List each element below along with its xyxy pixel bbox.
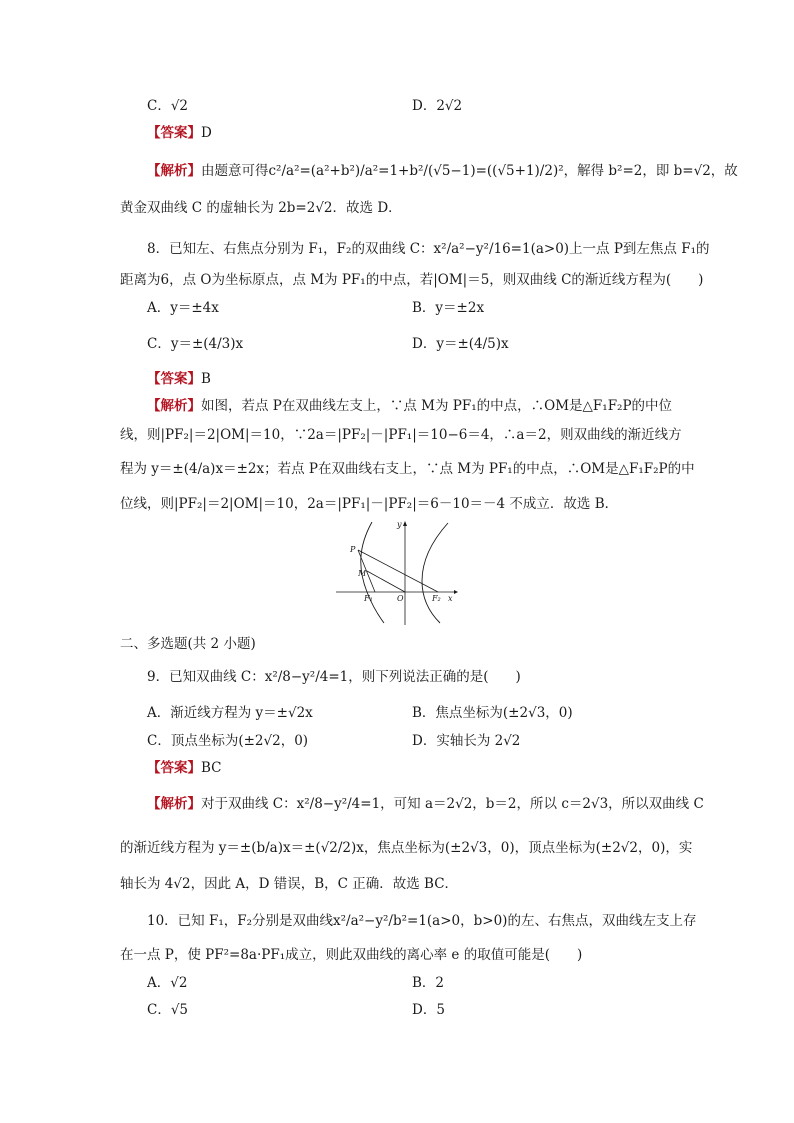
- q9-stem: 9．已知双曲线 C：x²/8−y²/4=1，则下列说法正确的是( ): [147, 669, 521, 685]
- q8-option-d: D．y＝±(4/5)x: [412, 336, 509, 352]
- q8-analysis-line4: 位线，则|PF₂|＝2|OM|＝10，2a＝|PF₁|－|PF₂|＝6－10＝－4 不成立．故选 B．: [120, 496, 619, 512]
- q7-option-d: D．2√2: [412, 98, 463, 114]
- label-o: O: [397, 594, 404, 603]
- analysis-tag: 【解析】: [147, 398, 201, 414]
- analysis-tag: 【解析】: [147, 796, 201, 812]
- q8-answer: [147, 369, 211, 389]
- q9-option-d: D．实轴长为 2√2: [412, 733, 521, 749]
- label-f1: F₁: [364, 594, 373, 603]
- answer-tag: 【答案】: [147, 760, 201, 776]
- hyperbola-diagram: [336, 519, 462, 625]
- answer-tag: 【答案】: [147, 125, 201, 141]
- analysis-text: 由题意可得c²/a²=(a²+b²)/a²=1+b²/(√5−1)=((√5+1)/2)²，解得 b²=2，即 b=√2，故: [201, 163, 738, 179]
- answer-value: BC: [201, 760, 222, 776]
- label-x: x: [448, 594, 453, 603]
- q7-analysis-line2: 黄金双曲线 C 的虚轴长为 2b=2√2．故选 D．: [120, 200, 402, 216]
- y-axis-arrow: [403, 521, 407, 526]
- q8-option-a: A．y＝±4x: [147, 300, 219, 316]
- q10-stem-line1: 10．已知 F₁，F₂分别是双曲线x²/a²−y²/b²=1(a>0，b>0)的左、右焦点，双曲线左支上存: [147, 913, 697, 929]
- right-branch: [422, 523, 448, 623]
- q7-answer: [147, 123, 212, 143]
- q8-analysis-line2: 线，则|PF₂|＝2|OM|＝10，∵2a＝|PF₂|－|PF₁|＝10−6＝4，∴a＝2，则双曲线的渐近线方: [120, 427, 682, 443]
- q8-analysis-line3: 程为 y＝±(4/a)x＝±2x；若点 P在双曲线右支上，∵点 M为 PF₁的中点，∴OM是△F₁F₂P的中: [120, 461, 695, 477]
- label-f2: F₂: [432, 594, 441, 603]
- q9-analysis-line3: 轴长为 4√2，因此 A，D 错误，B，C 正确．故选 BC．: [120, 876, 459, 892]
- q7-option-c: C．√2: [147, 98, 189, 114]
- q10-option-b: B．2: [412, 975, 445, 991]
- q9-analysis-line2: 的渐近线方程为 y＝±(b/a)x＝±(√2/2)x，焦点坐标为(±2√3，0)，顶点坐标为(±2√2，0)，实: [120, 840, 693, 856]
- q8-analysis-line1: [147, 396, 672, 416]
- answer-value: B: [201, 371, 211, 387]
- q8-stem-line1: 8．已知左、右焦点分别为 F₁，F₂的双曲线 C：x²/a²−y²/16=1(a>0)上一点 P到左焦点 F₁的: [147, 241, 710, 257]
- segment-om: [367, 571, 405, 592]
- answer-value: D: [201, 125, 212, 141]
- analysis-text: 对于双曲线 C：x²/8−y²/4=1，可知 a＝2√2，b＝2，所以 c＝2√3，所以双曲线 C: [201, 796, 704, 812]
- analysis-tag: 【解析】: [147, 163, 201, 179]
- hyperbola-figure: [336, 519, 462, 625]
- q9-analysis-line1: [147, 794, 704, 814]
- q10-option-d: D．5: [412, 1002, 445, 1018]
- section-heading: 二、多选题(共 2 小题): [120, 636, 256, 652]
- q10-stem-line2: 在一点 P，使 PF²=8a·PF₁成立，则此双曲线的离心率 e 的取值可能是( ): [120, 947, 583, 963]
- q8-stem-line2: 距离为6，点 O为坐标原点，点 M为 PF₁的中点，若|OM|＝5，则双曲线 C的渐近线方程为( ): [120, 272, 704, 288]
- segment-pf2: [358, 550, 438, 592]
- label-m: M: [358, 569, 367, 578]
- q10-option-c: C．√5: [147, 1002, 189, 1018]
- q9-answer: [147, 758, 222, 778]
- x-axis-arrow: [454, 590, 458, 594]
- q9-option-a: A．渐近线方程为 y＝±√2x: [147, 705, 313, 721]
- q10-option-a: A．√2: [147, 975, 188, 991]
- label-y: y: [397, 520, 402, 529]
- q8-option-c: C．y＝±(4/3)x: [147, 336, 244, 352]
- q9-option-c: C．顶点坐标为(±2√2，0): [147, 733, 309, 749]
- answer-tag: 【答案】: [147, 371, 201, 387]
- label-p: P: [350, 545, 356, 554]
- q7-analysis-line1: [147, 161, 738, 181]
- analysis-text: 如图，若点 P在双曲线左支上，∵点 M为 PF₁的中点，∴OM是△F₁F₂P的中位: [201, 398, 673, 414]
- q8-option-b: B．y＝±2x: [412, 300, 485, 316]
- q9-option-b: B．焦点坐标为(±2√3，0): [412, 705, 573, 721]
